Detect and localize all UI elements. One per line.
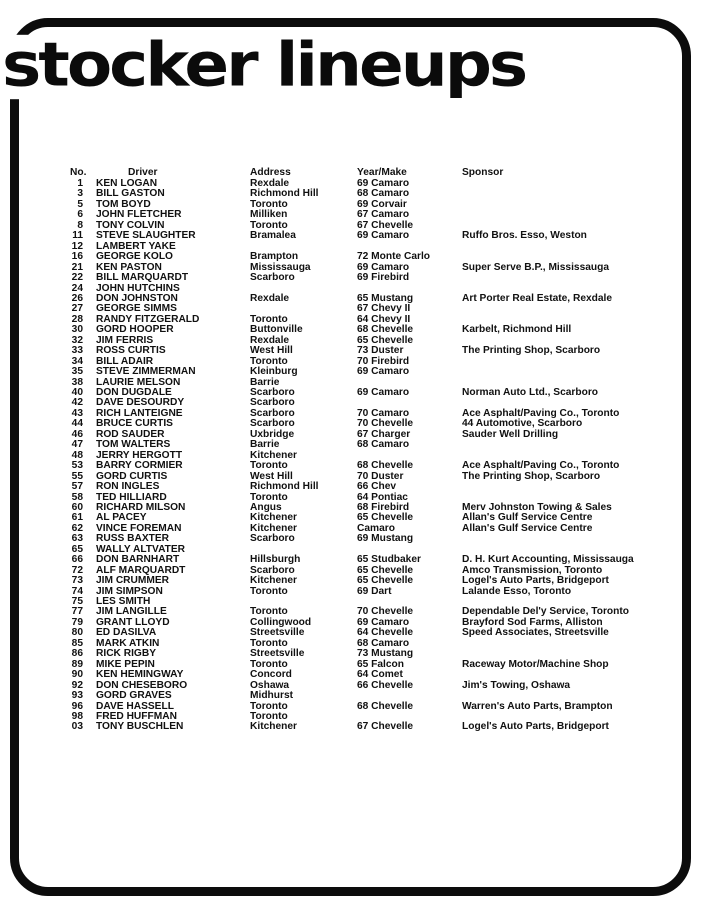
cell-driver: GRANT LLOYD	[96, 616, 170, 628]
cell-no: 75	[71, 596, 83, 607]
cell-year-make: 67 Chevelle	[357, 219, 414, 231]
cell-address: Brampton	[250, 251, 299, 263]
cell-sponsor: Ace Asphalt/Paving Co., Toronto	[462, 460, 620, 472]
table-row	[0, 367, 707, 377]
cell-address: Kitchener	[250, 721, 297, 733]
cell-sponsor: Logel's Auto Parts, Bridgeport	[462, 575, 609, 587]
cell-no: 21	[71, 261, 83, 273]
cell-year-make: 67 Chevelle	[357, 721, 414, 733]
cell-address: Scarboro	[250, 387, 295, 398]
cell-driver: DON DUGDALE	[96, 387, 172, 398]
cell-year-make: 69 Camaro	[357, 261, 410, 273]
cell-sponsor: Sauder Well Drilling	[462, 428, 559, 440]
cell-address: Kitchener	[250, 522, 297, 534]
cell-no: 03	[71, 721, 83, 733]
cell-year-make: 65 Mustang	[357, 292, 414, 304]
cell-driver: RICK RIGBY	[96, 648, 156, 660]
cell-driver: STEVE SLAUGHTER	[96, 230, 196, 242]
cell-driver: GEORGE KOLO	[96, 251, 173, 263]
cell-no: 80	[71, 627, 83, 639]
table-row	[0, 461, 707, 471]
cell-driver: JOHN FLETCHER	[96, 209, 182, 221]
cell-no: 27	[71, 303, 83, 315]
cell-address: Toronto	[250, 219, 288, 231]
cell-address: Toronto	[250, 491, 288, 503]
cell-year-make: 68 Camaro	[357, 188, 410, 200]
cell-address: Rexdale	[250, 334, 290, 346]
cell-year-make: 69 Camaro	[357, 230, 410, 242]
cell-address: Toronto	[250, 606, 288, 618]
cell-driver: RON INGLES	[96, 481, 160, 493]
cell-no: 92	[71, 679, 83, 691]
cell-driver: RANDY FITZGERALD	[96, 313, 200, 325]
cell-address: Richmond Hill	[250, 188, 319, 200]
cell-no: 58	[71, 491, 83, 503]
cell-year-make: 69 Camaro	[357, 616, 410, 628]
cell-driver: RICH LANTEIGNE	[96, 407, 183, 419]
cell-sponsor: Ruffo Bros. Esso, Weston	[462, 230, 587, 242]
cell-sponsor: Speed Associates, Streetsville	[462, 627, 609, 639]
cell-address: Angus	[250, 501, 282, 513]
cell-year-make: 69 Mustang	[357, 533, 414, 545]
cell-address: Scarboro	[250, 407, 295, 419]
cell-year-make: 70 Camaro	[357, 407, 410, 419]
cell-year-make: 65 Chevelle	[357, 512, 414, 524]
cell-address: Rexdale	[250, 292, 290, 304]
cell-no: 12	[71, 240, 83, 252]
cell-no: 16	[71, 251, 83, 263]
cell-no: 8	[77, 219, 83, 231]
cell-address: Toronto	[250, 313, 288, 325]
cell-address: West Hill	[250, 345, 293, 357]
cell-sponsor: Lalande Esso, Toronto	[462, 585, 572, 597]
cell-year-make: 69 Corvair	[357, 198, 407, 210]
cell-year-make: Camaro	[357, 522, 395, 534]
cell-sponsor: Brayford Sod Farms, Alliston	[462, 616, 603, 628]
cell-no: 93	[71, 690, 83, 702]
cell-no: 89	[71, 658, 83, 670]
cell-driver: GORD GRAVES	[96, 690, 172, 702]
cell-no: 85	[71, 637, 83, 649]
cell-driver: RICHARD MILSON	[96, 501, 186, 513]
cell-year-make: 68 Chevelle	[357, 460, 414, 472]
cell-no: 65	[71, 543, 83, 555]
cell-no: 38	[71, 376, 83, 388]
cell-year-make: 69 Camaro	[357, 178, 410, 189]
cell-sponsor: Super Serve B.P., Mississauga	[462, 261, 610, 273]
cell-year-make: 70 Chevelle	[357, 418, 414, 430]
cell-no: 79	[71, 616, 83, 628]
cell-no: 53	[71, 460, 83, 472]
cell-driver: TOM BOYD	[96, 198, 151, 210]
cell-address: Streetsville	[250, 627, 305, 639]
cell-no: 44	[71, 418, 83, 430]
cell-year-make: 64 Chevelle	[357, 627, 414, 639]
cell-address: Kitchener	[250, 449, 297, 461]
cell-year-make: 65 Chevelle	[357, 334, 414, 346]
cell-year-make: 64 Pontiac	[357, 491, 408, 503]
cell-year-make: 68 Chevelle	[357, 324, 414, 336]
cell-year-make: 68 Chevelle	[357, 700, 414, 712]
cell-driver: JOHN HUTCHINS	[96, 282, 180, 294]
cell-no: 90	[71, 669, 83, 681]
cell-driver: LAURIE MELSON	[96, 376, 181, 388]
page-title: stocker lineups	[2, 35, 537, 99]
cell-address: Kitchener	[250, 512, 297, 524]
cell-year-make: 67 Charger	[357, 428, 411, 440]
cell-driver: JIM CRUMMER	[96, 575, 170, 587]
cell-no: 24	[71, 282, 83, 294]
cell-no: 30	[71, 324, 83, 336]
cell-sponsor: Art Porter Real Estate, Rexdale	[462, 292, 613, 304]
cell-year-make: 69 Firebird	[357, 272, 410, 284]
cell-address: Toronto	[250, 637, 288, 649]
cell-driver: WALLY ALTVATER	[96, 543, 186, 555]
cell-no: 48	[71, 449, 83, 461]
cell-sponsor: The Printing Shop, Scarboro	[462, 470, 601, 482]
header-no: No.	[70, 167, 87, 178]
cell-address: Kleinburg	[250, 366, 298, 378]
cell-address: Barrie	[250, 376, 280, 388]
cell-address: Toronto	[250, 585, 288, 597]
cell-address: Toronto	[250, 355, 288, 367]
cell-address: Rexdale	[250, 178, 290, 189]
cell-year-make: 65 Studbaker	[357, 554, 421, 566]
cell-driver: BILL MARQUARDT	[96, 272, 189, 284]
cell-address: Oshawa	[250, 679, 290, 691]
cell-sponsor: Allan's Gulf Service Centre	[462, 522, 593, 534]
cell-no: 72	[71, 564, 83, 576]
table-row	[0, 273, 707, 283]
cell-address: Toronto	[250, 710, 288, 722]
cell-address: Scarboro	[250, 418, 295, 430]
cell-no: 47	[71, 439, 83, 451]
cell-sponsor: Jim's Towing, Oshawa	[462, 679, 571, 691]
cell-address: Concord	[250, 669, 292, 681]
cell-address: Toronto	[250, 700, 288, 712]
cell-driver: KEN HEMINGWAY	[96, 669, 184, 681]
cell-driver: TONY BUSCHLEN	[96, 721, 184, 733]
cell-address: Scarboro	[250, 272, 295, 284]
cell-driver: ROSS CURTIS	[96, 345, 166, 357]
cell-driver: JIM FERRIS	[96, 334, 154, 346]
cell-year-make: 69 Dart	[357, 585, 392, 597]
header-sponsor: Sponsor	[462, 167, 504, 178]
cell-year-make: 68 Firebird	[357, 501, 410, 513]
cell-address: Scarboro	[250, 564, 295, 576]
cell-driver: LAMBERT YAKE	[96, 240, 176, 252]
table-row	[0, 722, 707, 732]
cell-no: 32	[71, 334, 83, 346]
cell-address: Buttonville	[250, 324, 303, 336]
table-row	[0, 482, 707, 492]
cell-year-make: 65 Chevelle	[357, 564, 414, 576]
cell-address: Collingwood	[250, 616, 312, 628]
cell-driver: FRED HUFFMAN	[96, 710, 177, 722]
cell-sponsor: Merv Johnston Towing & Sales	[462, 501, 612, 513]
cell-address: Toronto	[250, 658, 288, 670]
cell-year-make: 67 Camaro	[357, 209, 410, 221]
cell-no: 98	[71, 710, 83, 722]
header-driver: Driver	[128, 167, 158, 178]
cell-driver: STEVE ZIMMERMAN	[96, 366, 196, 378]
cell-no: 66	[71, 554, 83, 566]
cell-driver: JIM SIMPSON	[96, 585, 163, 597]
cell-driver: MARK ATKIN	[96, 637, 160, 649]
cell-driver: ED DASILVA	[96, 627, 157, 639]
cell-sponsor: Amco Transmission, Toronto	[462, 564, 603, 576]
cell-year-make: 67 Chevy II	[357, 303, 411, 315]
cell-driver: GEORGE SIMMS	[96, 303, 177, 315]
cell-driver: BILL ADAIR	[96, 355, 154, 367]
cell-year-make: 68 Camaro	[357, 637, 410, 649]
cell-driver: MIKE PEPIN	[96, 658, 155, 670]
cell-no: 33	[71, 345, 83, 357]
header-address: Address	[250, 167, 291, 178]
cell-year-make: 70 Duster	[357, 470, 404, 482]
cell-driver: BARRY CORMIER	[96, 460, 183, 472]
cell-driver: TONY COLVIN	[96, 219, 165, 231]
cell-sponsor: Ace Asphalt/Paving Co., Toronto	[462, 407, 620, 419]
cell-no: 6	[77, 209, 83, 221]
cell-sponsor: 44 Automotive, Scarboro	[462, 418, 583, 430]
table-row	[0, 670, 707, 680]
table-row	[0, 576, 707, 586]
table-row	[0, 252, 707, 262]
cell-driver: DAVE DESOURDY	[96, 397, 185, 409]
cell-no: 34	[71, 355, 83, 367]
cell-driver: RUSS BAXTER	[96, 533, 170, 545]
cell-driver: KEN LOGAN	[96, 178, 158, 189]
cell-address: Uxbridge	[250, 428, 295, 440]
cell-year-make: 66 Chevelle	[357, 679, 414, 691]
cell-address: Toronto	[250, 460, 288, 472]
cell-address: Richmond Hill	[250, 481, 319, 493]
cell-sponsor: Karbelt, Richmond Hill	[462, 324, 572, 336]
cell-driver: GORD HOOPER	[96, 324, 174, 336]
cell-no: 11	[72, 230, 83, 242]
cell-driver: ALF MARQUARDT	[96, 564, 186, 576]
cell-no: 96	[71, 700, 83, 712]
cell-driver: DON BARNHART	[96, 554, 180, 566]
cell-no: 57	[71, 481, 83, 493]
cell-no: 63	[71, 533, 83, 545]
cell-year-make: 65 Chevelle	[357, 575, 414, 587]
cell-year-make: 66 Chev	[357, 481, 397, 493]
cell-no: 73	[71, 575, 83, 587]
cell-sponsor: Logel's Auto Parts, Bridgeport	[462, 721, 609, 733]
cell-address: Toronto	[250, 198, 288, 210]
cell-address: Streetsville	[250, 648, 305, 660]
cell-year-make: 68 Camaro	[357, 439, 410, 451]
cell-year-make: 65 Falcon	[357, 658, 404, 670]
cell-address: Midhurst	[250, 690, 294, 702]
cell-year-make: 73 Duster	[357, 345, 404, 357]
cell-sponsor: D. H. Kurt Accounting, Mississauga	[462, 554, 634, 566]
cell-no: 26	[71, 292, 83, 304]
cell-sponsor: Norman Auto Ltd., Scarboro	[462, 387, 599, 398]
cell-no: 86	[71, 648, 83, 660]
cell-driver: TOM WALTERS	[96, 439, 171, 451]
cell-no: 42	[71, 397, 83, 409]
cell-address: Milliken	[250, 209, 288, 221]
cell-no: 43	[71, 407, 83, 419]
table-row	[0, 691, 707, 701]
cell-no: 22	[71, 272, 83, 284]
cell-address: West Hill	[250, 470, 293, 482]
cell-driver: DAVE HASSELL	[96, 700, 174, 712]
cell-sponsor: Warren's Auto Parts, Brampton	[462, 700, 613, 712]
cell-year-make: 64 Chevy II	[357, 313, 411, 325]
cell-no: 74	[71, 585, 83, 597]
cell-no: 28	[71, 313, 83, 325]
cell-driver: JERRY HERGOTT	[96, 449, 183, 461]
cell-address: Scarboro	[250, 397, 295, 409]
cell-address: Scarboro	[250, 533, 295, 545]
cell-no: 1	[77, 178, 83, 189]
cell-no: 62	[71, 522, 83, 534]
cell-driver: GORD CURTIS	[96, 470, 168, 482]
cell-year-make: 70 Firebird	[357, 355, 410, 367]
cell-address: Barrie	[250, 439, 280, 451]
cell-no: 77	[71, 606, 83, 618]
cell-no: 40	[71, 387, 83, 398]
cell-year-make: 64 Comet	[357, 669, 403, 681]
cell-driver: BRUCE CURTIS	[96, 418, 173, 430]
cell-driver: DON CHESEBORO	[96, 679, 188, 691]
cell-sponsor: Dependable Del'y Service, Toronto	[462, 606, 629, 618]
cell-no: 3	[77, 188, 83, 200]
cell-driver: DON JOHNSTON	[96, 292, 178, 304]
cell-sponsor: Raceway Motor/Machine Shop	[462, 658, 609, 670]
cell-no: 61	[71, 512, 83, 524]
cell-driver: AL PACEY	[96, 512, 147, 524]
cell-address: Kitchener	[250, 575, 297, 587]
cell-no: 5	[77, 198, 83, 210]
header-year-make: Year/Make	[357, 167, 407, 178]
cell-sponsor: The Printing Shop, Scarboro	[462, 345, 601, 357]
cell-driver: ROD SAUDER	[96, 428, 165, 440]
cell-driver: KEN PASTON	[96, 261, 162, 273]
cell-year-make: 70 Chevelle	[357, 606, 414, 618]
cell-year-make: 69 Camaro	[357, 366, 410, 378]
cell-year-make: 73 Mustang	[357, 648, 414, 660]
cell-driver: JIM LANGILLE	[96, 606, 167, 618]
cell-no: 60	[71, 501, 83, 513]
cell-no: 46	[71, 428, 83, 440]
cell-driver: VINCE FOREMAN	[96, 522, 182, 534]
cell-driver: LES SMITH	[96, 596, 151, 607]
cell-sponsor: Allan's Gulf Service Centre	[462, 512, 593, 524]
cell-driver: BILL GASTON	[96, 188, 165, 200]
cell-address: Mississauga	[250, 261, 311, 273]
cell-address: Hillsburgh	[250, 554, 301, 566]
cell-year-make: 72 Monte Carlo	[357, 251, 431, 263]
cell-address: Bramalea	[250, 230, 296, 242]
cell-no: 55	[71, 470, 83, 482]
cell-driver: TED HILLIARD	[96, 491, 167, 503]
cell-no: 35	[71, 366, 83, 378]
cell-year-make: 69 Camaro	[357, 387, 410, 398]
